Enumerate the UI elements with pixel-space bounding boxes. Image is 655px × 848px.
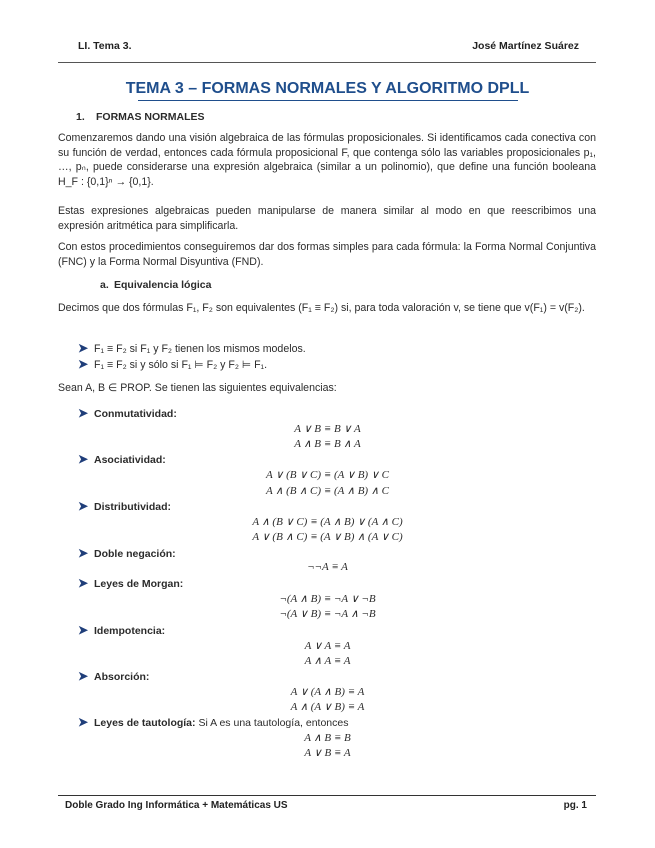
property-name: Leyes de tautología: [94,717,196,729]
bullet-item [78,341,598,356]
property-heading [78,546,176,560]
equation: A ∧ A ≡ A [304,655,351,667]
header-right: José Martínez Suárez [472,40,579,52]
equation: A ∨ (B ∨ C) ≡ (A ∨ B) ∨ C [266,469,389,481]
subsection-number: a. [100,279,109,291]
equation: A ∨ (A ∧ B) ≡ A [290,686,365,698]
arrow-bullet-icon: ➤ [78,546,89,560]
bullet-text: F₁ ≡ F₂ si F₁ y F₂ tienen los mismos modelos. [94,343,306,355]
property-name: Absorción: [94,671,150,683]
arrow-bullet-icon: ➤ [78,669,89,683]
arrow-bullet-icon: ➤ [78,715,89,729]
property-heading [78,576,183,590]
footer-page-number: pg. 1 [563,800,587,811]
property-name: Idempotencia: [94,625,166,637]
header-left: LI. Tema 3. [78,40,132,52]
property-note: Si A es una tautología, entonces [198,717,349,729]
arrow-bullet-icon: ➤ [78,452,89,466]
equation: A ∧ B ≡ B ∧ A [294,438,361,450]
title-underline [138,100,518,101]
equation: A ∨ B ≡ A [304,747,351,759]
equation: A ∨ (B ∧ C) ≡ (A ∨ B) ∧ (A ∨ C) [252,531,403,543]
equation: A ∨ A ≡ A [304,640,351,652]
bullet-item [78,357,598,372]
page-title: TEMA 3 – FORMAS NORMALES Y ALGORITMO DPLL [125,80,530,97]
equation: A ∨ B ≡ B ∨ A [294,423,361,435]
paragraph-intro: Comenzaremos dando una visión algebraica de las fórmulas proposicionales. Si identificamos cada conectiva con su función de verdad, entonces cada fórmula proposicional F, que contenga sólo las variables proposicionales p₁, …, pₙ, puede considerarse una expresión algebraica (similar a un polinomio), que define una función booleana H_F : {0,1}ⁿ → {0,1}. [58,132,596,188]
arrow-bullet-icon: ➤ [78,576,89,590]
header-rule [58,62,596,63]
paragraph-definition: Decimos que dos fórmulas F₁, F₂ son equivalentes (F₁ ≡ F₂) si, para toda valoración v, se tiene que v(F₁) = v(F₂). [58,302,585,314]
property-heading [78,623,165,637]
subsection-label: Equivalencia lógica [114,279,212,291]
section-label: FORMAS NORMALES [96,111,205,123]
property-heading [78,452,166,466]
property-heading [78,406,177,420]
equation: A ∧ B ≡ B [304,732,351,744]
arrow-bullet-icon: ➤ [78,406,89,420]
section-heading [58,111,205,123]
property-name: Doble negación: [94,548,176,560]
equation: A ∧ (B ∧ C) ≡ (A ∧ B) ∧ C [266,485,389,497]
property-name: Leyes de Morgan: [94,578,184,590]
arrow-bullet-icon: ➤ [78,341,89,355]
equation: ¬¬A ≡ A [307,561,348,573]
paragraph-equivalences: Sean A, B ∈ PROP. Se tienen las siguientes equivalencias: [58,382,337,394]
section-number: 1. [76,111,85,123]
property-heading [78,499,171,513]
equation: ¬(A ∧ B) ≡ ¬A ∨ ¬B [279,593,376,605]
arrow-bullet-icon: ➤ [78,357,89,371]
property-heading [78,669,149,683]
subsection-heading [90,279,211,291]
footer-rule [58,795,596,796]
equation: ¬(A ∨ B) ≡ ¬A ∧ ¬B [279,608,376,620]
footer-left: Doble Grado Ing Informática + Matemáticas US [65,800,288,811]
property-heading [78,715,348,729]
arrow-bullet-icon: ➤ [78,623,89,637]
bullet-text: F₁ ≡ F₂ si y sólo si F₁ ⊨ F₂ y F₂ ⊨ F₁. [94,359,268,371]
arrow-bullet-icon: ➤ [78,499,89,513]
equation: A ∧ (B ∨ C) ≡ (A ∧ B) ∨ (A ∧ C) [252,516,403,528]
paragraph-manipulation: Estas expresiones algebraicas pueden manipularse de manera similar al modo en que reescribimos una expresión aritmética para simplificarla. [58,205,596,232]
property-name: Asociatividad: [94,454,166,466]
paragraph-normal-forms: Con estos procedimientos conseguiremos dar dos formas simples para cada fórmula: la Forma Normal Conjuntiva (FNC) y la Forma Normal Disyuntiva (FND). [58,241,596,268]
property-name: Distributividad: [94,501,172,513]
equation: A ∧ (A ∨ B) ≡ A [290,701,365,713]
property-name: Conmutatividad: [94,408,177,420]
